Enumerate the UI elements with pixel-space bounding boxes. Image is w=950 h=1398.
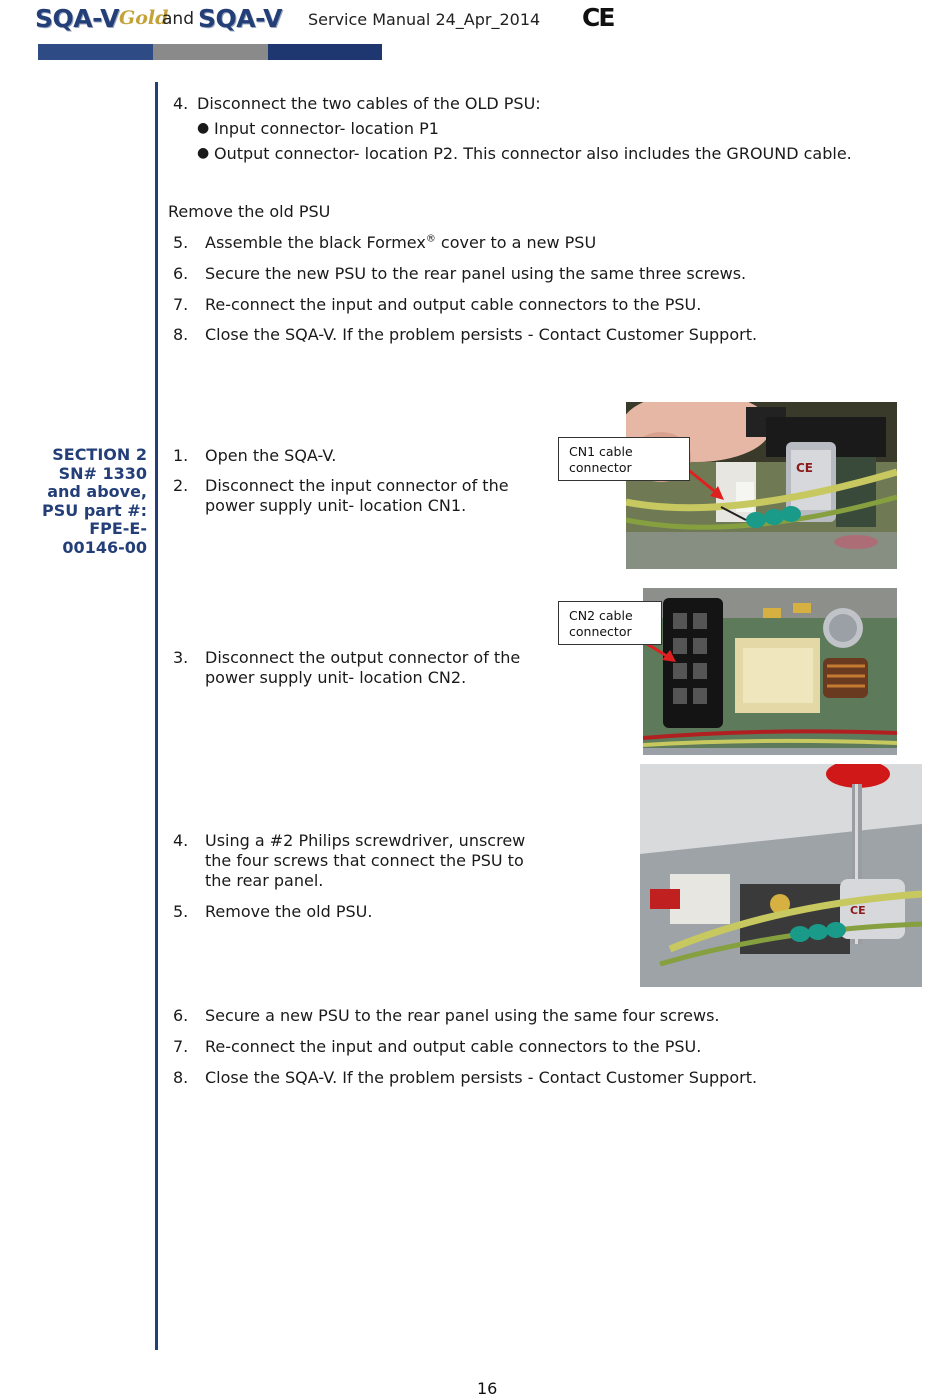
photo-psu-cn1 xyxy=(626,402,897,569)
header xyxy=(0,0,950,62)
step-number: 1. xyxy=(173,446,189,465)
remove-old-psu-text: Remove the old PSU xyxy=(168,202,331,221)
step-text: power supply unit- location CN1. xyxy=(205,496,467,515)
callout-cn2 xyxy=(558,601,662,645)
section-label-line: and above, xyxy=(47,482,147,501)
callout-line: CN1 cable xyxy=(569,444,633,459)
page-number: 16 xyxy=(477,1379,498,1398)
step-text: Remove the old PSU. xyxy=(205,902,373,921)
step-number: 8. xyxy=(173,325,189,344)
logo-sqa-v-gold: SQA-V xyxy=(35,4,120,33)
step-text: Re-connect the input and output cable connectors to the PSU. xyxy=(205,295,702,314)
logo-gold-script: Gold xyxy=(119,7,169,29)
section-label-line: PSU part #: xyxy=(42,500,147,520)
step-text: the rear panel. xyxy=(205,871,324,890)
step-number: 6. xyxy=(173,1006,189,1025)
svg-text:CE: CE xyxy=(796,461,814,475)
header-bar-blue xyxy=(38,44,153,60)
section-label xyxy=(7,446,147,557)
ce-mark-icon: CE xyxy=(582,3,614,32)
left-margin-rule xyxy=(155,82,158,1350)
step-text: Disconnect the two cables of the OLD PSU: xyxy=(197,94,541,113)
step-text: Disconnect the input connector of the xyxy=(205,476,509,495)
logo-sqa-v: SQA-V xyxy=(198,4,283,33)
section-label-line: FPE-E- xyxy=(89,519,147,538)
step-number: 7. xyxy=(173,295,189,314)
section-label-line: SN# 1330 xyxy=(58,463,147,483)
step-number: 8. xyxy=(173,1068,189,1087)
registered-mark: ® xyxy=(425,233,436,245)
callout-line: connector xyxy=(569,460,632,475)
header-bar-navy xyxy=(268,44,382,60)
section-label-line: SECTION 2 xyxy=(52,445,147,464)
step-number: 7. xyxy=(173,1037,189,1056)
step-text: Close the SQA-V. If the problem persists - Contact Customer Support. xyxy=(205,325,758,344)
step-text: Re-connect the input and output cable connectors to the PSU. xyxy=(205,1037,702,1056)
callout-cn1 xyxy=(558,437,690,481)
bullet-dot: ● xyxy=(197,120,210,136)
bullet-dot: ● xyxy=(197,145,210,161)
step-number: 4. xyxy=(173,94,189,113)
step-text: the four screws that connect the PSU to xyxy=(205,851,524,870)
step-text: Close the SQA-V. If the problem persists - Contact Customer Support. xyxy=(205,1068,758,1087)
bullet-text: Output connector- location P2. This connector also includes the GROUND cable. xyxy=(214,144,852,163)
header-title: Service Manual 24_Apr_2014 xyxy=(308,10,541,29)
callout-line: connector xyxy=(569,624,632,639)
bullet-text: Input connector- location P1 xyxy=(214,119,439,138)
step-text: power supply unit- location CN2. xyxy=(205,668,467,687)
photo-psu-screwdriver xyxy=(640,764,922,987)
step-number: 5. xyxy=(173,902,189,921)
callout-line: CN2 cable xyxy=(569,608,633,623)
header-and: and xyxy=(162,9,194,29)
step-text: Disconnect the output connector of the xyxy=(205,648,521,667)
step-number: 4. xyxy=(173,831,189,850)
step-number: 2. xyxy=(173,476,189,495)
step-text: Using a #2 Philips screwdriver, unscrew xyxy=(205,831,526,850)
step-text: Secure a new PSU to the rear panel using the same four screws. xyxy=(205,1006,720,1025)
step-text: Assemble the black Formex® cover to a new PSU xyxy=(205,233,597,252)
step-text: Secure the new PSU to the rear panel using the same three screws. xyxy=(205,264,747,283)
step-number: 3. xyxy=(173,648,189,667)
step-number: 5. xyxy=(173,233,189,252)
step-number: 6. xyxy=(173,264,189,283)
header-bar-gray xyxy=(153,44,268,60)
svg-text:CE: CE xyxy=(850,904,866,917)
section-label-line: 00146-00 xyxy=(62,537,147,557)
step-text: Open the SQA-V. xyxy=(205,446,337,465)
